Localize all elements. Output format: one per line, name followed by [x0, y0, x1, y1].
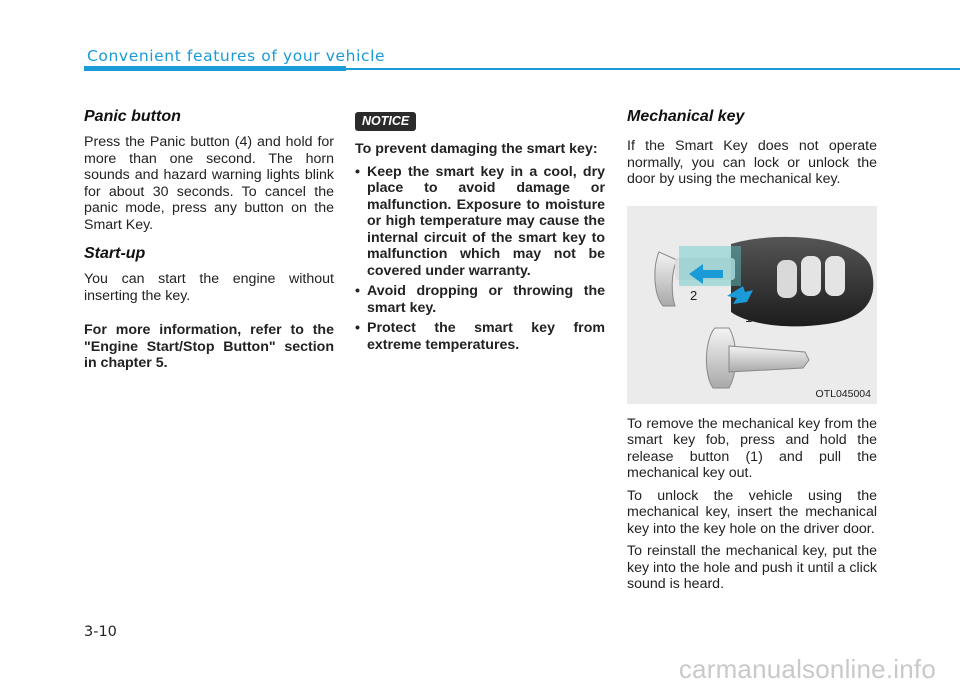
watermark-text: carmanualsonline.info	[678, 654, 936, 684]
section-header-title: Convenient features of your vehicle	[87, 47, 386, 65]
callout-label-1: 1	[745, 309, 753, 325]
bullet-icon: •	[355, 163, 360, 180]
reinstall-text: To reinstall the mechanical key, put the key into the hole and push it until a click sound is heard.	[627, 543, 878, 592]
notice-badge: NOTICE	[355, 112, 416, 131]
unlock-text: To unlock the vehicle using the mechanical key, insert the mechanical key into the key hole on the driver door.	[627, 487, 877, 537]
mechanical-key-heading: Mechanical key	[627, 108, 745, 125]
column-middle	[355, 106, 605, 355]
callout-label-2: 2	[690, 287, 698, 303]
more-info-text: For more information, refer to the "Engine Start/Stop Button" section in chapter 5.	[84, 322, 334, 371]
notice-intro: To prevent damaging the smart key:	[355, 141, 598, 157]
fob-button	[825, 256, 845, 296]
release-highlight	[679, 246, 741, 286]
notice-list	[355, 164, 605, 354]
notice-item	[355, 164, 605, 280]
fob-button	[777, 260, 797, 298]
column-left	[84, 108, 334, 384]
header-accent-bar	[84, 66, 346, 71]
column-right	[627, 108, 877, 605]
smart-key-illustration	[627, 206, 877, 404]
start-up-heading: Start-up	[84, 245, 146, 262]
bullet-icon: •	[355, 283, 360, 299]
notice-item-text: Protect the smart key from extreme temperatures.	[367, 320, 605, 353]
notice-item-text: Keep the smart key in a cool, dry place to avoid damage or malfunction. Exposure to moisture or high temperature may cause the internal circuit of the smart key to malfunction which may not be covered under warranty.	[367, 163, 605, 279]
remove-key-text: To remove the mechanical key from the smart key fob, press and hold the release button (1) and pull the mechanical key out.	[627, 415, 877, 481]
bullet-icon: •	[355, 320, 360, 336]
notice-item-text: Avoid dropping or throwing the smart key.	[367, 283, 605, 316]
start-up-text: You can start the engine without inserting the key.	[84, 271, 334, 304]
mechanical-key-text: If the Smart Key does not operate normally, you can lock or unlock the door by using the mechanical key.	[627, 138, 877, 187]
header-rule	[346, 68, 960, 70]
notice-item	[355, 320, 605, 353]
fob-button	[801, 256, 821, 296]
notice-item	[355, 283, 605, 316]
page-number: 3-10	[84, 624, 117, 640]
mechanical-key-upper	[655, 252, 677, 306]
smart-key-figure	[627, 206, 877, 404]
figure-code: OTL045004	[815, 387, 871, 400]
panic-button-heading: Panic button	[84, 108, 181, 125]
panic-button-text: Press the Panic button (4) and hold for more than one second. The horn sounds and hazard warning lights blink for about 30 seconds. To cancel the panic mode, press any button on the Smart Key.	[84, 134, 334, 233]
